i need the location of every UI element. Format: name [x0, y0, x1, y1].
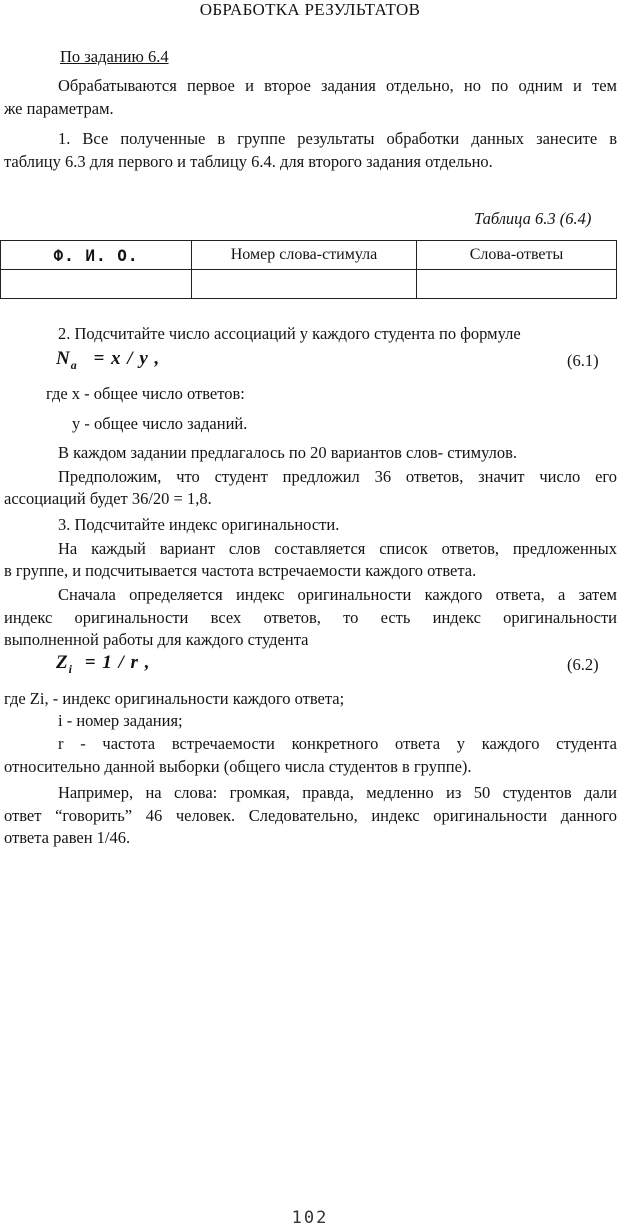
formula-6-1: [56, 348, 160, 373]
paragraph-2-line-2: таблицу 6.3 для первого и таблицу 6.4. для второго задания отдельно.: [4, 152, 493, 171]
paragraph-7-line-2: в группе, и подсчитывается частота встречаемости каждого ответа.: [4, 561, 477, 580]
table-header-cell: Ф. И. О.: [1, 241, 192, 270]
formula-number: (6.1): [567, 351, 599, 370]
paragraph-8-line-2: индекс оригинальности всех ответов, то есть индекс оригинальности: [4, 608, 617, 627]
paragraph-9-line-2: ответ “говорить” 46 человек. Следовательно, индекс оригинальности данного: [4, 806, 617, 825]
paragraph-5-line-2: ассоциаций будет 36/20 = 1,8.: [4, 489, 212, 508]
table-cell: [1, 270, 192, 299]
table-header-row: [1, 241, 617, 270]
paragraph-9-line-3: ответа равен 1/46.: [4, 828, 131, 847]
results-table: [0, 240, 617, 299]
paragraph-1-line-1: Обрабатываются первое и второе задания отдельно, но по одним и тем: [58, 76, 617, 95]
paragraph-8-line-1: Сначала определяется индекс оригинальности каждого ответа, а затем: [58, 585, 617, 604]
where-line-4: i - номер задания;: [58, 711, 183, 730]
where-line-5: r - частота встречаемости конкретного ответа у каждого студента: [58, 734, 617, 753]
formula-subscript: i: [68, 661, 73, 676]
table-header-cell: Слова-ответы: [417, 241, 617, 270]
formula-rhs: = 1 / r ,: [84, 652, 151, 673]
paragraph-7-line-1: На каждый вариант слов составляется список ответов, предложенных: [58, 539, 617, 558]
formula-lhs: Z: [56, 652, 69, 673]
formula-6-2: [56, 652, 150, 677]
table-header-cell: Номер слова-стимула: [192, 241, 417, 270]
table-cell: [192, 270, 417, 299]
paragraph-1-line-2: же параметрам.: [4, 99, 114, 118]
where-line-6: относительно данной выборки (общего числа студентов в группе).: [4, 757, 472, 776]
paragraph-3: 2. Подсчитайте число ассоциаций у каждого студента по формуле: [58, 324, 521, 343]
table-row: [1, 270, 617, 299]
table-caption: Таблица 6.3 (6.4): [474, 209, 592, 228]
formula-number: (6.2): [567, 655, 599, 674]
running-header: ОБРАБОТКА РЕЗУЛЬТАТОВ: [199, 0, 421, 19]
formula-rhs: = x / y ,: [93, 348, 161, 369]
paragraph-9-line-1: Например, на слова: громкая, правда, медленно из 50 студентов дали: [58, 783, 617, 802]
paragraph-5-line-1: Предположим, что студент предложил 36 ответов, значит число его: [58, 467, 617, 486]
formula-lhs: N: [56, 348, 71, 369]
paragraph-2-line-1: 1. Все полученные в группе результаты обработки данных занесите в: [58, 129, 617, 148]
paragraph-8-line-3: выполненной работы для каждого студента: [4, 630, 309, 649]
formula-subscript: a: [70, 357, 78, 372]
paragraph-4: В каждом задании предлагалось по 20 вариантов слов- стимулов.: [58, 443, 518, 462]
paragraph-6: 3. Подсчитайте индекс оригинальности.: [58, 515, 340, 534]
section-title: По заданию 6.4: [60, 47, 169, 66]
page-number: 102: [291, 1208, 329, 1228]
where-line-2: y - общее число заданий.: [72, 414, 248, 433]
where-line-3: где Zi, - индекс оригинальности каждого ответа;: [4, 689, 345, 708]
where-line-1: где x - общее число ответов:: [46, 384, 245, 403]
table-cell: [417, 270, 617, 299]
